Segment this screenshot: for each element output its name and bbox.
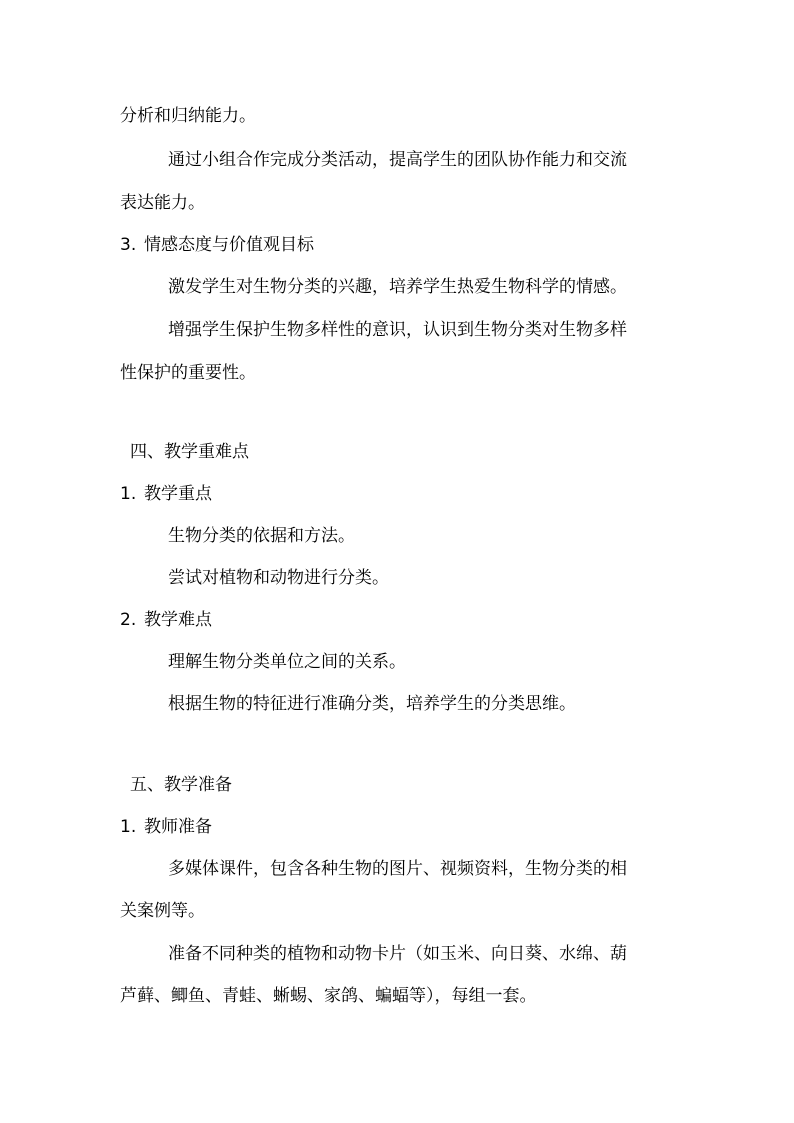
subheading-teaching-focus [120, 482, 212, 506]
paragraph-line: 分析和归纳能力。 [120, 106, 256, 126]
paragraph-line: 表达能力。 [120, 193, 205, 213]
subheading-text: 教学重点 [144, 484, 212, 504]
list-number: 3. [120, 235, 137, 255]
subheading-teaching-difficulty [120, 608, 212, 632]
subheading-emotion-goals [120, 233, 314, 257]
paragraph-line: 通过小组合作完成分类活动，提高学生的团队协作能力和交流 [168, 150, 627, 170]
paragraph-line: 理解生物分类单位之间的关系。 [168, 652, 406, 672]
paragraph-line: 芦藓、鲫鱼、青蛙、蜥蜴、家鸽、蝙蝠等），每组一套。 [120, 986, 537, 1006]
paragraph-line: 多媒体课件，包含各种生物的图片、视频资料，生物分类的相 [168, 859, 627, 879]
section-heading-key-points: 四、教学重难点 [130, 442, 249, 462]
list-number: 1. [120, 484, 137, 504]
list-number: 2. [120, 610, 137, 630]
paragraph-line: 尝试对植物和动物进行分类。 [168, 568, 389, 588]
list-number: 1. [120, 817, 137, 837]
paragraph-line: 增强学生保护生物多样性的意识，认识到生物分类对生物多样 [168, 320, 627, 340]
paragraph-line: 准备不同种类的植物和动物卡片（如玉米、向日葵、水绵、葫 [168, 944, 627, 964]
subheading-text: 教学难点 [144, 610, 212, 630]
paragraph-line: 激发学生对生物分类的兴趣，培养学生热爱生物科学的情感。 [168, 277, 627, 297]
section-heading-preparation: 五、教学准备 [130, 775, 232, 795]
paragraph-line: 性保护的重要性。 [120, 363, 256, 383]
subheading-teacher-preparation [120, 815, 212, 839]
paragraph-line: 生物分类的依据和方法。 [168, 526, 355, 546]
subheading-text: 情感态度与价值观目标 [144, 235, 314, 255]
paragraph-line: 关案例等。 [120, 901, 205, 921]
paragraph-line: 根据生物的特征进行准确分类，培养学生的分类思维。 [168, 694, 576, 714]
subheading-text: 教师准备 [144, 817, 212, 837]
